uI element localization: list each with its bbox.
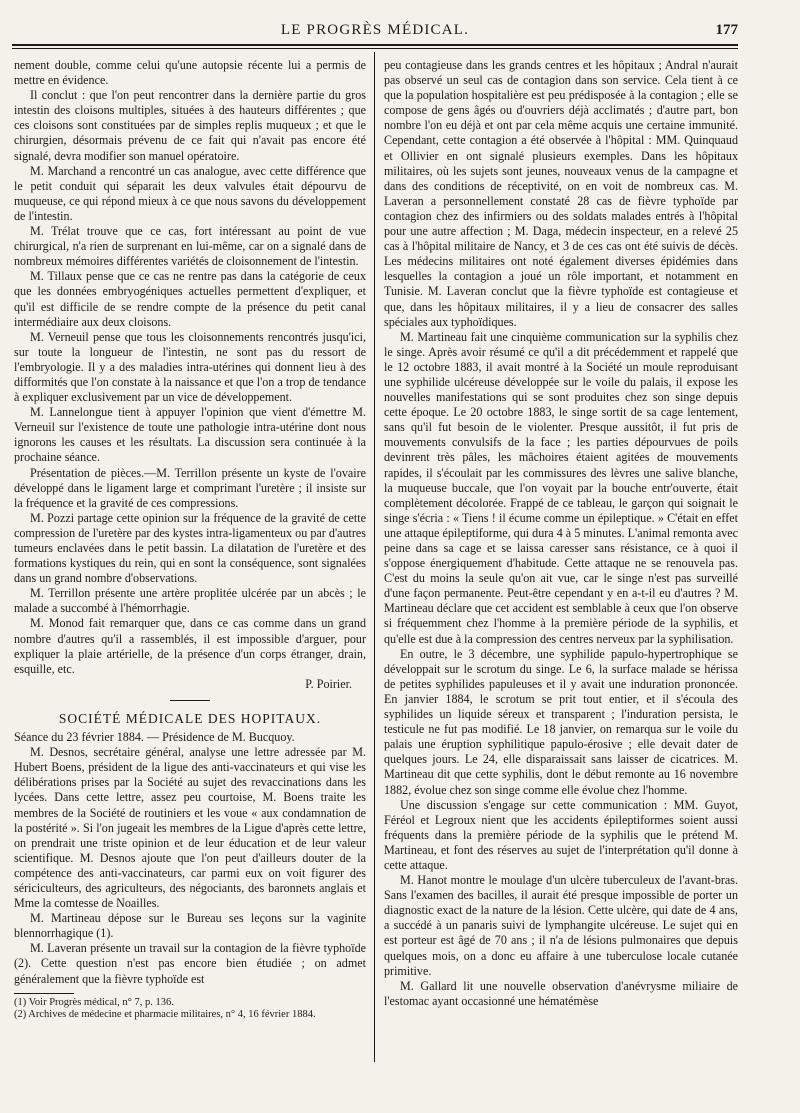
paragraph: M. Martineau dépose sur le Bureau ses leçons sur la vaginite blennorrhagique (1). <box>14 911 366 941</box>
paragraph: Une discussion s'engage sur cette communication : MM. Guyot, Féréol et Legroux nient que les accidents épileptiformes soient aussi fréquents dans la première période de la syphilis que le prétend M. Martineau, et font des réserves au sujet de l'interprétation qu'il donne à cette attaque. <box>384 797 738 872</box>
column-divider <box>374 52 375 1062</box>
paragraph: M. Hanot montre le moulage d'un ulcère tuberculeux de l'avant-bras. Sans l'examen des bacilles, il aurait été presque impossible de porter un diagnostic exact de la nature de la lésion. Cette ulcère, qui date de 4 ans, a succédé à un panaris suivi de lymphangite ulcéreuse. Le sujet qui en est porteur est âgé de 70 ans ; il n'a de lésions pulmonaires que depuis quelques mois, on a donc eu affaire à une tuberculose locale cutanée primitive. <box>384 873 738 978</box>
paragraph: Présentation de pièces.—M. Terrillon présente un kyste de l'ovaire développé dans le ligament large et comprimant l'uretère ; il insiste sur la fréquence et la gravité de ces compressions. <box>14 465 366 510</box>
author-signature: P. Poirier. <box>305 676 352 691</box>
paragraph: M. Terrillon présente une artère proplitée ulcérée par un abcès ; le malade a succombé à l'hémorrhagie. <box>14 586 366 616</box>
paragraph: M. Desnos, secrétaire général, analyse une lettre adressée par M. Hubert Boens, président de la ligue des anti-vaccinateurs et qui vise les délibérations prises par la Société au sujet des revaccinations dans les lycées. Dans cette lettre, assez peu courtoise, M. Boens traite les membres de la Société de routiniers et les voue « aux condamnation de la postérité ». Si l'on jugeait les membres de la Ligue d'après cette lettre, on prendrait une triste opinion et de leur éducation et de leur valeur scientifique. M. Desnos ajoute que l'on peut d'ailleurs douter de la compétence des anti-vaccinateurs, car parmi eux on voit figurer des sériciculteurs, des agriculteurs, des négociants, des baronnets anglais et Mme la comtesse de Noailles. <box>14 745 366 911</box>
paragraph: M. Marchand a rencontré un cas analogue, avec cette différence que le petit conduit qui séparait les deux valvules était dépourvu de muqueuse, ce qui répond mieux à ce que nous savons du développement de l'intestin. <box>14 163 366 223</box>
paragraph: M. Gallard lit une nouvelle observation d'anévrysme miliaire de l'estomac ayant occasionné une hématémèse <box>384 978 738 1008</box>
paragraph: En outre, le 3 décembre, une syphilide papulo-hypertrophique se développait sur le scrotum du singe. Le 6, la surface malade se hérissa de petites syphilides papuleuses et il y avait une induration prononcée. En janvier 1884, le scrotum se prit tout entier, et il s'écoula des syphilides un liquide séreux et transparent ; l'induration persista, le testicule ne fut pas modifié. Le 18 janvier, on remarqua sur le voile du palais une éruption syphilitique papulo-érosive ; elle devait dater de quelques jours. Le 24, elle disparaissait sans laisser de cicatrices. M. Martineau dit que cette syphilis, dont le début remonte au 16 novembre 1882, évolue chez son singe comme elle évolue chez l'homme. <box>384 646 738 797</box>
paragraph: nement double, comme celui qu'une autopsie récente lui a permis de mettre en évidence. <box>14 58 366 88</box>
footnote: (1) Voir Progrès médical, n° 7, p. 136. <box>14 996 174 1008</box>
page-number: 177 <box>715 22 738 38</box>
paragraph: M. Martineau fait une cinquième communication sur la syphilis chez le singe. Après avoir résumé ce qu'il a dit précédemment et rappelé que le 12 octobre 1883, il avait montré à la Société un moule reproduisant une syphilide ulcéreuse développée sur le voile du palais, il expose les nouvelles manifestations qui se sont produites chez son singe depuis cette époque. Le 20 octobre 1883, le singe sortit de sa cage lentement, sans qu'il fut besoin de le violenter. Presque aussitôt, il fut pris de mouvements convulsifs de la face ; les parties dépourvues de poils devinrent très pâles, les mâchoires étaient agitées de mouvements rapides, il s'écoulait par les commissures des lèvres une salive blanche, la muqueuse buccale, que l'on voyait par la bouche entr'ouverte, était complètement décolorée. Frappé de ce tableau, le garçon qui soignait le singe s'écria : « Tiens ! il écume comme un épileptique. » C'était en effet une attaque épileptiforme, qui dura 4 à 5 minutes. L'animal remonta avec peine dans sa cage et se laissa caresser sans résistance, ce à quoi il s'oppose énergiquement d'habitude. Cette attaque ne se renouvela pas. C'est du moins la seule qu'on ait vue, car le singe n'est pas surveillé d'une façon permanente. Peut-être cependant y en a-t-il eu d'autres ? M. Martineau déclare que cet accident est semblable à ceux que l'on observe si fréquemment chez l'homme à la première période de la syphilis, et qu'elle est due à la compression des centres nerveux par la syphilisation. <box>384 329 738 646</box>
session-line: Séance du 23 février 1884. — Présidence de M. Bucquoy. <box>14 730 295 745</box>
paragraph: M. Pozzi partage cette opinion sur la fréquence de la gravité de cette compression de l'uretère par des kystes intra-ligamenteux ou par d'autres tumeurs enclavées dans le petit bassin. La dilatation de l'uretère et des formations kystiques du rein, qui en sont la conséquence, sont signalées dans un grand nombre d'observations. <box>14 510 366 586</box>
left-column <box>14 58 366 1058</box>
journal-title: LE PROGRÈS MÉDICAL. <box>280 22 470 38</box>
paragraph: M. Monod fait remarquer que, dans ce cas comme dans un grand nombre d'autres qu'il a rassemblés, il est impossible d'arguer, pour expliquer la plaie artérielle, de la présence d'un corps étranger, drain, esquille, etc. <box>14 616 366 676</box>
paragraph: Il conclut : que l'on peut rencontrer dans la dernière partie du gros intestin des cloisons multiples, situées à des hauteurs différentes ; que ces cloisons sont constituées par de simples replis muqueux ; et que le chirurgien, désormais prévenu de ce fait qui n'avait pas encore été signalé, devra modifier son manuel opératoire. <box>14 88 366 163</box>
paragraph: M. Lannelongue tient à appuyer l'opinion que vient d'émettre M. Verneuil sur l'existence de toute une pathologie intra-utérine dont nous ignorons les causes et les résultats. La discussion sera continuée à la prochaine séance. <box>14 405 366 465</box>
paragraph: M. Verneuil pense que tous les cloisonnements rencontrés jusqu'ici, sur toute la longueur de l'intestin, ne sont pas du ressort de l'embryologie. Il y a des maladies intra-utérines qui donnent lieu à des difformités que l'on constate à la naissance et que l'on a trop de tendance à expliquer exclusivement par un vice de développement. <box>14 329 366 405</box>
paragraph: M. Laveran présente un travail sur la contagion de la fièvre typhoïde (2). Cette question n'est pas encore bien étudiée ; on admet généralement que la fièvre typhoïde est <box>14 941 366 986</box>
running-header <box>12 22 738 42</box>
section-separator <box>170 700 210 701</box>
paragraph: M. Trélat trouve que ce cas, fort intéressant au point de vue chirurgical, n'a rien de surprenant en lui-même, car on a signalé dans de nombreux mémoires différentes variétés de cloisonnement de l'intestin. <box>14 224 366 269</box>
paragraph: peu contagieuse dans les grands centres et les hôpitaux ; Andral n'aurait pas observé un seul cas de contagion dans son service. Cela tient à ce que la population hospitalière est peu prédisposée à la contagion ; elle se compose de gens âgés ou d'ouvriers déjà acclimatés ; d'autre part, bon nombre l'on eu déjà et ont par cela même acquis une certaine immunité. Cependant, cette contagion a été observée à l'hôpital : MM. Quinquaud et Ollivier en ont signalé plusieurs exemples. Dans les hôpitaux militaires, où les sujets sont jeunes, nouveaux venus de la campagne et dans des conditions de réceptivité, on en voit de nombreux cas. M. Laveran a personnellement constaté 28 cas de fièvre typhoïde par contagion chez des infirmiers ou des soldats malades entrés à l'hôpital pour une autre affection ; M. Daga, médecin inspecteur, en a relevé 25 cas à l'hôpital militaire de Nancy, et 3 de ces cas ont été suivis de décès. Les médecins militaires ont noté également diverses épidémies dans lesquelles la contagion a joué un rôle important, et notamment en Tunisie. M. Laveran conclut que la fièvre typhoïde est contagieuse et que, dans les hôpitaux militaires, il y a lieu de consacrer des salles spéciales aux typhoïdiques. <box>384 58 738 329</box>
header-rule-thin <box>12 48 738 49</box>
right-column <box>384 58 738 1058</box>
footnote-rule <box>14 993 74 994</box>
header-rule-thick <box>12 44 738 46</box>
footnote: (2) Archives de médecine et pharmacie militaires, n° 4, 16 février 1884. <box>14 1009 316 1021</box>
paragraph: M. Tillaux pense que ce cas ne rentre pas dans la catégorie de ceux que les données embryogéniques actuelles permettent d'expliquer, et qu'il est difficile de se rendre compte de la présence du petit canal intermédiaire aux deux cloisons. <box>14 269 366 329</box>
section-title: SOCIÉTÉ MÉDICALE DES HOPITAUX. <box>58 710 322 726</box>
